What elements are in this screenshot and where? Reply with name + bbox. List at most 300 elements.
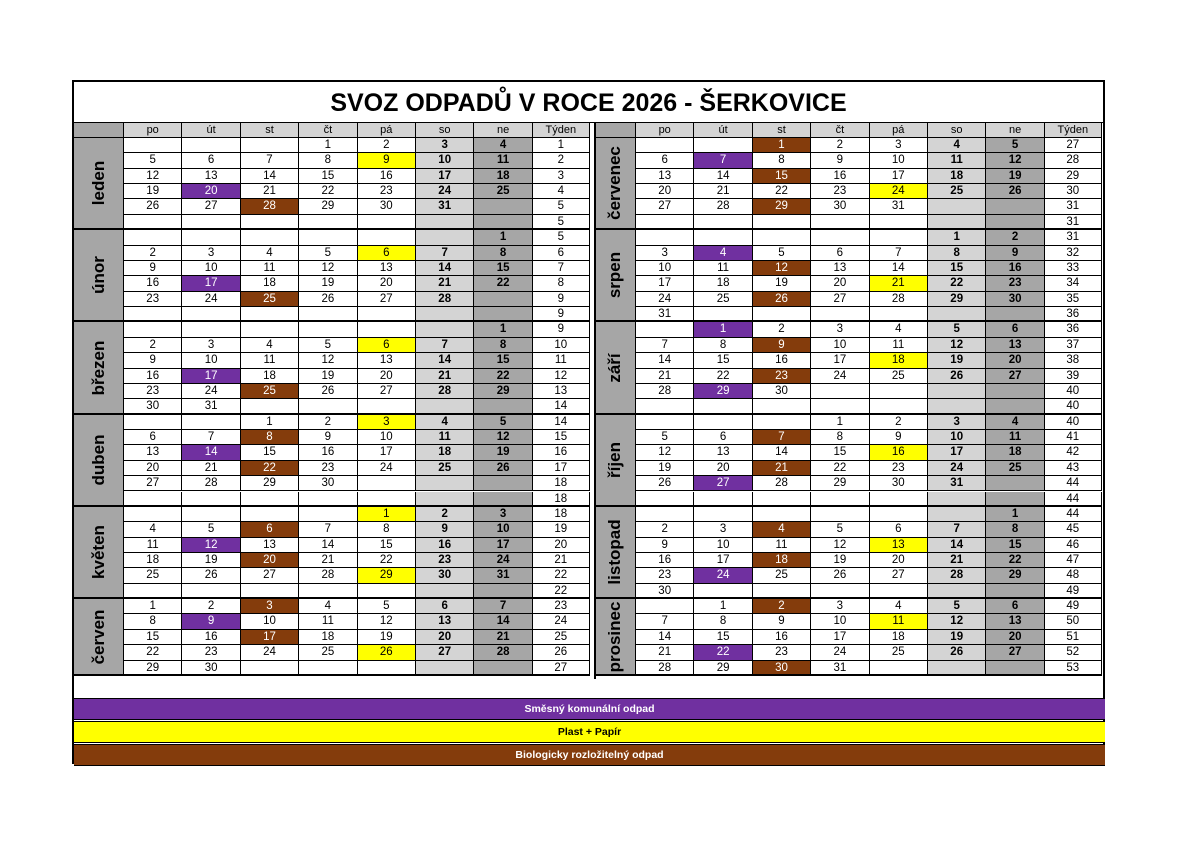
week-number: 46 [1045, 538, 1102, 553]
day-cell-collection: 20 [241, 553, 299, 568]
day-cell: 1 [694, 599, 752, 614]
week-number: 9 [533, 307, 590, 322]
day-cell: 28 [636, 661, 694, 676]
weekday-header: Týden [1045, 123, 1102, 138]
day-cell [928, 215, 986, 230]
day-cell-collection: 26 [753, 292, 811, 307]
day-cell: 28 [416, 384, 474, 399]
day-cell: 16 [986, 261, 1044, 276]
week-number: 35 [1045, 292, 1102, 307]
day-cell: 17 [694, 553, 752, 568]
day-cell [299, 507, 357, 522]
day-cell [416, 492, 474, 507]
day-cell: 12 [636, 445, 694, 460]
day-cell [870, 307, 928, 322]
day-cell [358, 230, 416, 245]
day-cell: 20 [124, 461, 182, 476]
day-cell: 28 [928, 568, 986, 583]
day-cell: 14 [636, 353, 694, 368]
weekday-header: út [694, 123, 752, 138]
day-cell: 7 [241, 153, 299, 168]
day-cell [241, 138, 299, 153]
month-name: říjen [605, 441, 624, 478]
day-cell: 14 [928, 538, 986, 553]
day-cell-collection: 11 [870, 614, 928, 629]
day-cell: 30 [986, 292, 1044, 307]
legend-mixed-waste: Směsný komunální odpad [74, 698, 1105, 720]
day-cell [299, 215, 357, 230]
day-cell: 8 [694, 338, 752, 353]
day-cell: 4 [241, 246, 299, 261]
week-number: 14 [533, 415, 590, 430]
weekday-header: Týden [533, 123, 590, 138]
day-cell-collection: 16 [870, 445, 928, 460]
day-cell: 28 [694, 199, 752, 214]
day-cell: 24 [636, 292, 694, 307]
day-cell: 11 [870, 338, 928, 353]
week-number: 32 [1045, 246, 1102, 261]
day-cell [299, 661, 357, 676]
day-cell: 17 [358, 445, 416, 460]
week-number: 18 [533, 492, 590, 507]
day-cell: 17 [416, 169, 474, 184]
day-cell [182, 138, 240, 153]
week-number: 13 [533, 384, 590, 399]
day-cell: 18 [299, 630, 357, 645]
day-cell [124, 138, 182, 153]
day-cell: 13 [358, 261, 416, 276]
day-cell: 8 [124, 614, 182, 629]
day-cell [299, 230, 357, 245]
day-cell: 4 [986, 415, 1044, 430]
day-cell [241, 399, 299, 414]
day-cell: 15 [124, 630, 182, 645]
day-cell: 12 [299, 261, 357, 276]
week-number: 28 [1045, 153, 1102, 168]
day-cell-collection: 21 [753, 461, 811, 476]
week-number: 31 [1045, 199, 1102, 214]
day-cell: 3 [182, 246, 240, 261]
day-cell: 8 [299, 153, 357, 168]
day-cell: 4 [416, 415, 474, 430]
day-cell: 10 [811, 338, 869, 353]
day-cell: 22 [986, 553, 1044, 568]
day-cell: 28 [416, 292, 474, 307]
day-cell: 7 [636, 338, 694, 353]
week-number: 53 [1045, 661, 1102, 676]
day-cell: 2 [870, 415, 928, 430]
day-cell: 23 [636, 568, 694, 583]
day-cell: 25 [694, 292, 752, 307]
day-cell: 21 [928, 553, 986, 568]
day-cell-collection: 13 [870, 538, 928, 553]
day-cell: 7 [636, 614, 694, 629]
day-cell: 27 [241, 568, 299, 583]
day-cell [182, 322, 240, 337]
day-cell: 23 [870, 461, 928, 476]
day-cell: 26 [928, 369, 986, 384]
day-cell [124, 322, 182, 337]
day-cell: 15 [928, 261, 986, 276]
day-cell: 2 [986, 230, 1044, 245]
day-cell [299, 399, 357, 414]
day-cell-collection: 25 [241, 292, 299, 307]
day-cell: 16 [299, 445, 357, 460]
month-name: duben [88, 434, 108, 486]
day-cell: 7 [928, 522, 986, 537]
day-cell: 3 [474, 507, 532, 522]
week-number: 33 [1045, 261, 1102, 276]
day-cell [986, 307, 1044, 322]
day-cell-collection: 4 [694, 246, 752, 261]
month-label [74, 230, 124, 322]
day-cell-collection: 22 [241, 461, 299, 476]
day-cell-collection: 9 [182, 614, 240, 629]
day-cell: 27 [358, 292, 416, 307]
day-cell: 7 [299, 522, 357, 537]
day-cell [474, 584, 532, 599]
day-cell: 22 [694, 369, 752, 384]
day-cell [870, 384, 928, 399]
week-number: 12 [533, 369, 590, 384]
day-cell [474, 215, 532, 230]
day-cell: 8 [694, 614, 752, 629]
day-cell [241, 492, 299, 507]
day-cell [694, 215, 752, 230]
day-cell: 9 [870, 430, 928, 445]
day-cell-collection: 12 [753, 261, 811, 276]
week-number: 17 [533, 461, 590, 476]
week-number: 11 [533, 353, 590, 368]
day-cell: 16 [358, 169, 416, 184]
day-cell: 12 [358, 614, 416, 629]
day-cell: 5 [124, 153, 182, 168]
month-name: březen [88, 340, 108, 395]
week-number: 19 [533, 522, 590, 537]
day-cell: 14 [753, 445, 811, 460]
day-cell: 11 [474, 153, 532, 168]
day-cell: 5 [636, 430, 694, 445]
day-cell [358, 399, 416, 414]
day-cell: 31 [416, 199, 474, 214]
day-cell: 25 [928, 184, 986, 199]
day-cell: 12 [928, 614, 986, 629]
day-cell: 2 [124, 338, 182, 353]
day-cell: 22 [299, 184, 357, 199]
day-cell: 23 [986, 276, 1044, 291]
day-cell: 25 [299, 645, 357, 660]
day-cell: 21 [416, 276, 474, 291]
week-number: 23 [533, 599, 590, 614]
day-cell [636, 322, 694, 337]
day-cell: 15 [241, 445, 299, 460]
day-cell-collection: 17 [241, 630, 299, 645]
day-cell: 9 [124, 353, 182, 368]
day-cell: 6 [636, 153, 694, 168]
day-cell: 4 [870, 599, 928, 614]
day-cell: 6 [986, 599, 1044, 614]
day-cell: 13 [241, 538, 299, 553]
day-cell: 13 [182, 169, 240, 184]
day-cell: 21 [241, 184, 299, 199]
day-cell: 5 [986, 138, 1044, 153]
day-cell: 23 [124, 292, 182, 307]
day-cell: 13 [986, 614, 1044, 629]
day-cell: 15 [986, 538, 1044, 553]
week-number: 18 [533, 507, 590, 522]
day-cell [182, 492, 240, 507]
day-cell: 25 [870, 645, 928, 660]
day-cell [928, 584, 986, 599]
weekday-header: so [416, 123, 474, 138]
weekday-header: pá [358, 123, 416, 138]
day-cell: 25 [416, 461, 474, 476]
day-cell: 26 [636, 476, 694, 491]
day-cell: 7 [416, 338, 474, 353]
day-cell: 28 [870, 292, 928, 307]
month-name: červen [88, 609, 108, 664]
day-cell-collection: 3 [358, 415, 416, 430]
day-cell [474, 292, 532, 307]
day-cell-collection: 17 [182, 369, 240, 384]
day-cell: 19 [124, 184, 182, 199]
day-cell: 5 [928, 599, 986, 614]
day-cell: 11 [241, 353, 299, 368]
day-cell: 19 [358, 630, 416, 645]
day-cell [474, 199, 532, 214]
week-number: 40 [1045, 384, 1102, 399]
day-cell: 24 [358, 461, 416, 476]
day-cell: 15 [474, 353, 532, 368]
day-cell-collection: 1 [753, 138, 811, 153]
day-cell: 4 [474, 138, 532, 153]
day-cell [811, 492, 869, 507]
day-cell [241, 322, 299, 337]
week-number: 44 [1045, 492, 1102, 507]
week-number: 37 [1045, 338, 1102, 353]
day-cell: 29 [694, 661, 752, 676]
day-cell [358, 584, 416, 599]
day-cell: 16 [753, 353, 811, 368]
day-cell: 23 [182, 645, 240, 660]
day-cell: 10 [928, 430, 986, 445]
day-cell: 28 [753, 476, 811, 491]
legend-plastic-paper: Plast + Papír [74, 721, 1105, 743]
day-cell: 14 [241, 169, 299, 184]
day-cell: 22 [811, 461, 869, 476]
day-cell [753, 507, 811, 522]
day-cell: 25 [124, 568, 182, 583]
weekday-header: čt [299, 123, 357, 138]
day-cell: 5 [182, 522, 240, 537]
day-cell [474, 661, 532, 676]
week-number: 8 [533, 276, 590, 291]
day-cell: 18 [986, 445, 1044, 460]
weekday-header: čt [811, 123, 869, 138]
day-cell: 23 [753, 645, 811, 660]
weekday-header: po [636, 123, 694, 138]
day-cell: 8 [358, 522, 416, 537]
day-cell: 13 [986, 338, 1044, 353]
day-cell: 29 [299, 199, 357, 214]
day-cell: 4 [870, 322, 928, 337]
day-cell: 3 [811, 599, 869, 614]
day-cell: 14 [416, 261, 474, 276]
day-cell-collection: 26 [358, 645, 416, 660]
day-cell [870, 507, 928, 522]
month-name: květen [88, 525, 108, 579]
day-cell: 21 [694, 184, 752, 199]
day-cell [636, 215, 694, 230]
day-cell: 31 [474, 568, 532, 583]
week-number: 44 [1045, 476, 1102, 491]
week-number: 30 [1045, 184, 1102, 199]
day-cell [182, 215, 240, 230]
week-number: 9 [533, 322, 590, 337]
day-cell: 21 [182, 461, 240, 476]
week-number: 31 [1045, 215, 1102, 230]
day-cell [928, 399, 986, 414]
day-cell: 15 [299, 169, 357, 184]
day-cell [870, 230, 928, 245]
day-cell: 26 [124, 199, 182, 214]
day-cell [182, 307, 240, 322]
day-cell [416, 322, 474, 337]
day-cell: 13 [694, 445, 752, 460]
day-cell: 26 [182, 568, 240, 583]
day-cell: 19 [182, 553, 240, 568]
day-cell: 27 [416, 645, 474, 660]
day-cell: 28 [474, 645, 532, 660]
week-number: 18 [533, 476, 590, 491]
week-number: 27 [1045, 138, 1102, 153]
week-number: 49 [1045, 584, 1102, 599]
week-number: 15 [533, 430, 590, 445]
day-cell [241, 215, 299, 230]
day-cell: 18 [474, 169, 532, 184]
weekday-header: po [124, 123, 182, 138]
day-cell [811, 215, 869, 230]
day-cell: 20 [358, 276, 416, 291]
month-name: září [605, 352, 624, 383]
month-label [74, 415, 124, 507]
day-cell: 19 [928, 630, 986, 645]
day-cell-collection: 9 [358, 153, 416, 168]
day-cell [124, 415, 182, 430]
day-cell [694, 584, 752, 599]
day-cell: 5 [299, 338, 357, 353]
day-cell: 27 [870, 568, 928, 583]
day-cell [986, 476, 1044, 491]
day-cell: 28 [299, 568, 357, 583]
day-cell: 22 [124, 645, 182, 660]
week-number: 27 [533, 661, 590, 676]
day-cell: 30 [636, 584, 694, 599]
day-cell: 30 [811, 199, 869, 214]
day-cell: 21 [416, 369, 474, 384]
weekday-header: ne [474, 123, 532, 138]
day-cell: 1 [474, 230, 532, 245]
day-cell: 17 [636, 276, 694, 291]
day-cell [636, 507, 694, 522]
day-cell: 21 [474, 630, 532, 645]
day-cell: 2 [124, 246, 182, 261]
day-cell: 4 [241, 338, 299, 353]
day-cell [753, 230, 811, 245]
day-cell: 19 [986, 169, 1044, 184]
day-cell: 22 [753, 184, 811, 199]
day-cell: 1 [124, 599, 182, 614]
day-cell [753, 215, 811, 230]
day-cell [299, 584, 357, 599]
day-cell-collection: 4 [753, 522, 811, 537]
week-number: 44 [1045, 507, 1102, 522]
day-cell [986, 492, 1044, 507]
day-cell [124, 230, 182, 245]
day-cell: 27 [811, 292, 869, 307]
day-cell: 4 [124, 522, 182, 537]
day-cell [358, 476, 416, 491]
day-cell-collection: 15 [753, 169, 811, 184]
day-cell: 20 [986, 630, 1044, 645]
day-cell-collection: 12 [182, 538, 240, 553]
weekday-header: st [241, 123, 299, 138]
day-cell [928, 492, 986, 507]
day-cell [299, 307, 357, 322]
day-cell: 26 [299, 384, 357, 399]
day-cell [474, 476, 532, 491]
day-cell-collection: 18 [753, 553, 811, 568]
week-number: 20 [533, 538, 590, 553]
day-cell: 16 [182, 630, 240, 645]
day-cell: 10 [182, 353, 240, 368]
day-cell: 19 [299, 369, 357, 384]
day-cell: 5 [928, 322, 986, 337]
week-number: 4 [533, 184, 590, 199]
day-cell: 3 [416, 138, 474, 153]
day-cell: 7 [474, 599, 532, 614]
day-cell: 30 [870, 476, 928, 491]
day-cell [358, 322, 416, 337]
week-number: 36 [1045, 307, 1102, 322]
day-cell: 16 [753, 630, 811, 645]
day-cell: 24 [416, 184, 474, 199]
day-cell [474, 399, 532, 414]
day-cell: 3 [811, 322, 869, 337]
day-cell: 4 [299, 599, 357, 614]
day-cell [241, 584, 299, 599]
day-cell-collection: 7 [694, 153, 752, 168]
week-number: 45 [1045, 522, 1102, 537]
day-cell: 10 [636, 261, 694, 276]
day-cell: 10 [416, 153, 474, 168]
day-cell-collection: 23 [753, 369, 811, 384]
month-label [74, 138, 124, 230]
month-name: prosinec [605, 601, 624, 672]
day-cell: 26 [299, 292, 357, 307]
week-number: 40 [1045, 399, 1102, 414]
day-cell: 24 [182, 384, 240, 399]
day-cell: 18 [241, 276, 299, 291]
day-cell: 23 [811, 184, 869, 199]
day-cell [182, 507, 240, 522]
day-cell: 12 [928, 338, 986, 353]
day-cell: 15 [358, 538, 416, 553]
day-cell: 7 [870, 246, 928, 261]
day-cell: 6 [124, 430, 182, 445]
day-cell: 13 [124, 445, 182, 460]
week-number: 22 [533, 568, 590, 583]
